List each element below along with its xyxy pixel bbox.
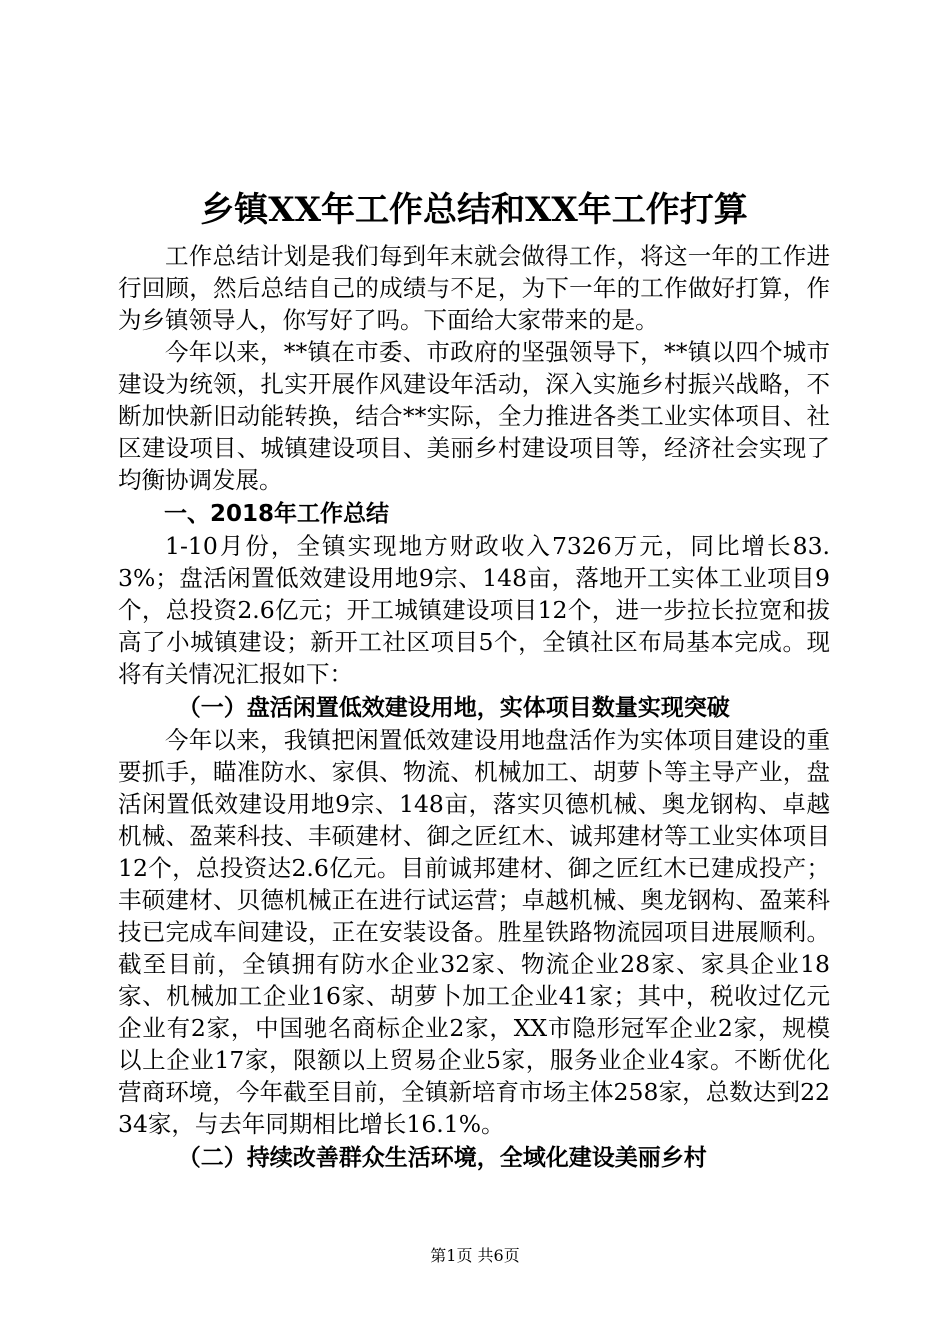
- intro-paragraph: 工作总结计划是我们每到年末就会做得工作，将这一年的工作进行回顾，然后总结自己的成绩与不足，为下一年的工作做好打算，作为乡镇领导人，你写好了吗。下面给大家带来的是。: [118, 242, 830, 334]
- section-heading-2018-summary: 一、2018年工作总结: [164, 501, 390, 527]
- subsection-heading-land-revitalization: （一）盘活闲置低效建设用地，实体项目数量实现突破: [177, 695, 730, 721]
- subsection-heading-rural-environment: （二）持续改善群众生活环境，全域化建设美丽乡村: [177, 1145, 707, 1171]
- document-title: 乡镇XX年工作总结和XX年工作打算: [200, 190, 748, 230]
- overview-paragraph: 今年以来，**镇在市委、市政府的坚强领导下，**镇以四个城市建设为统领，扎实开展作风建设年活动，深入实施乡村振兴战略，不断加快新旧动能转换，结合**实际，全力推进各类工业实体项目、社区建设项目、城镇建设项目、美丽乡村建设项目等，经济社会实现了均衡协调发展。: [118, 338, 830, 494]
- document-body: [118, 182, 830, 1174]
- land-revitalization-paragraph: 今年以来，我镇把闲置低效建设用地盘活作为实体项目建设的重要抓手，瞄准防水、家俱、物流、机械加工、胡萝卜等主导产业，盘活闲置低效建设用地9宗、148亩，落实贝德机械、奥龙钢构、卓越机械、盈莱科技、丰硕建材、御之匠红木、诚邦建材等工业实体项目12个，总投资达2.6亿元。目前诚邦建材、御之匠红木已建成投产；丰硕建材、贝德机械正在进行试运营；卓越机械、奥龙钢构、盈莱科技已完成车间建设，正在安装设备。胜星铁路物流园项目进展顺利。截至目前，全镇拥有防水企业32家、物流企业28家、家具企业18家、机械加工企业16家、胡萝卜加工企业41家；其中，税收过亿元企业有2家，中国驰名商标企业2家，XX市隐形冠军企业2家，规模以上企业17家，限额以上贸易企业5家，服务业企业4家。不断优化营商环境，今年截至目前，全镇新培育市场主体258家，总数达到2234家，与去年同期相比增长16.1%。: [118, 726, 830, 1138]
- summary-paragraph: 1-10月份，全镇实现地方财政收入7326万元，同比增长83.3%；盘活闲置低效建设用地9宗、148亩，落地开工实体工业项目9个，总投资2.6亿元；开工城镇建设项目12个，进一步拉长拉宽和拔高了小城镇建设；新开工社区项目5个，全镇社区布局基本完成。现将有关情况汇报如下：: [118, 532, 830, 688]
- page-number-footer: 第1页 共6页: [430, 1246, 520, 1265]
